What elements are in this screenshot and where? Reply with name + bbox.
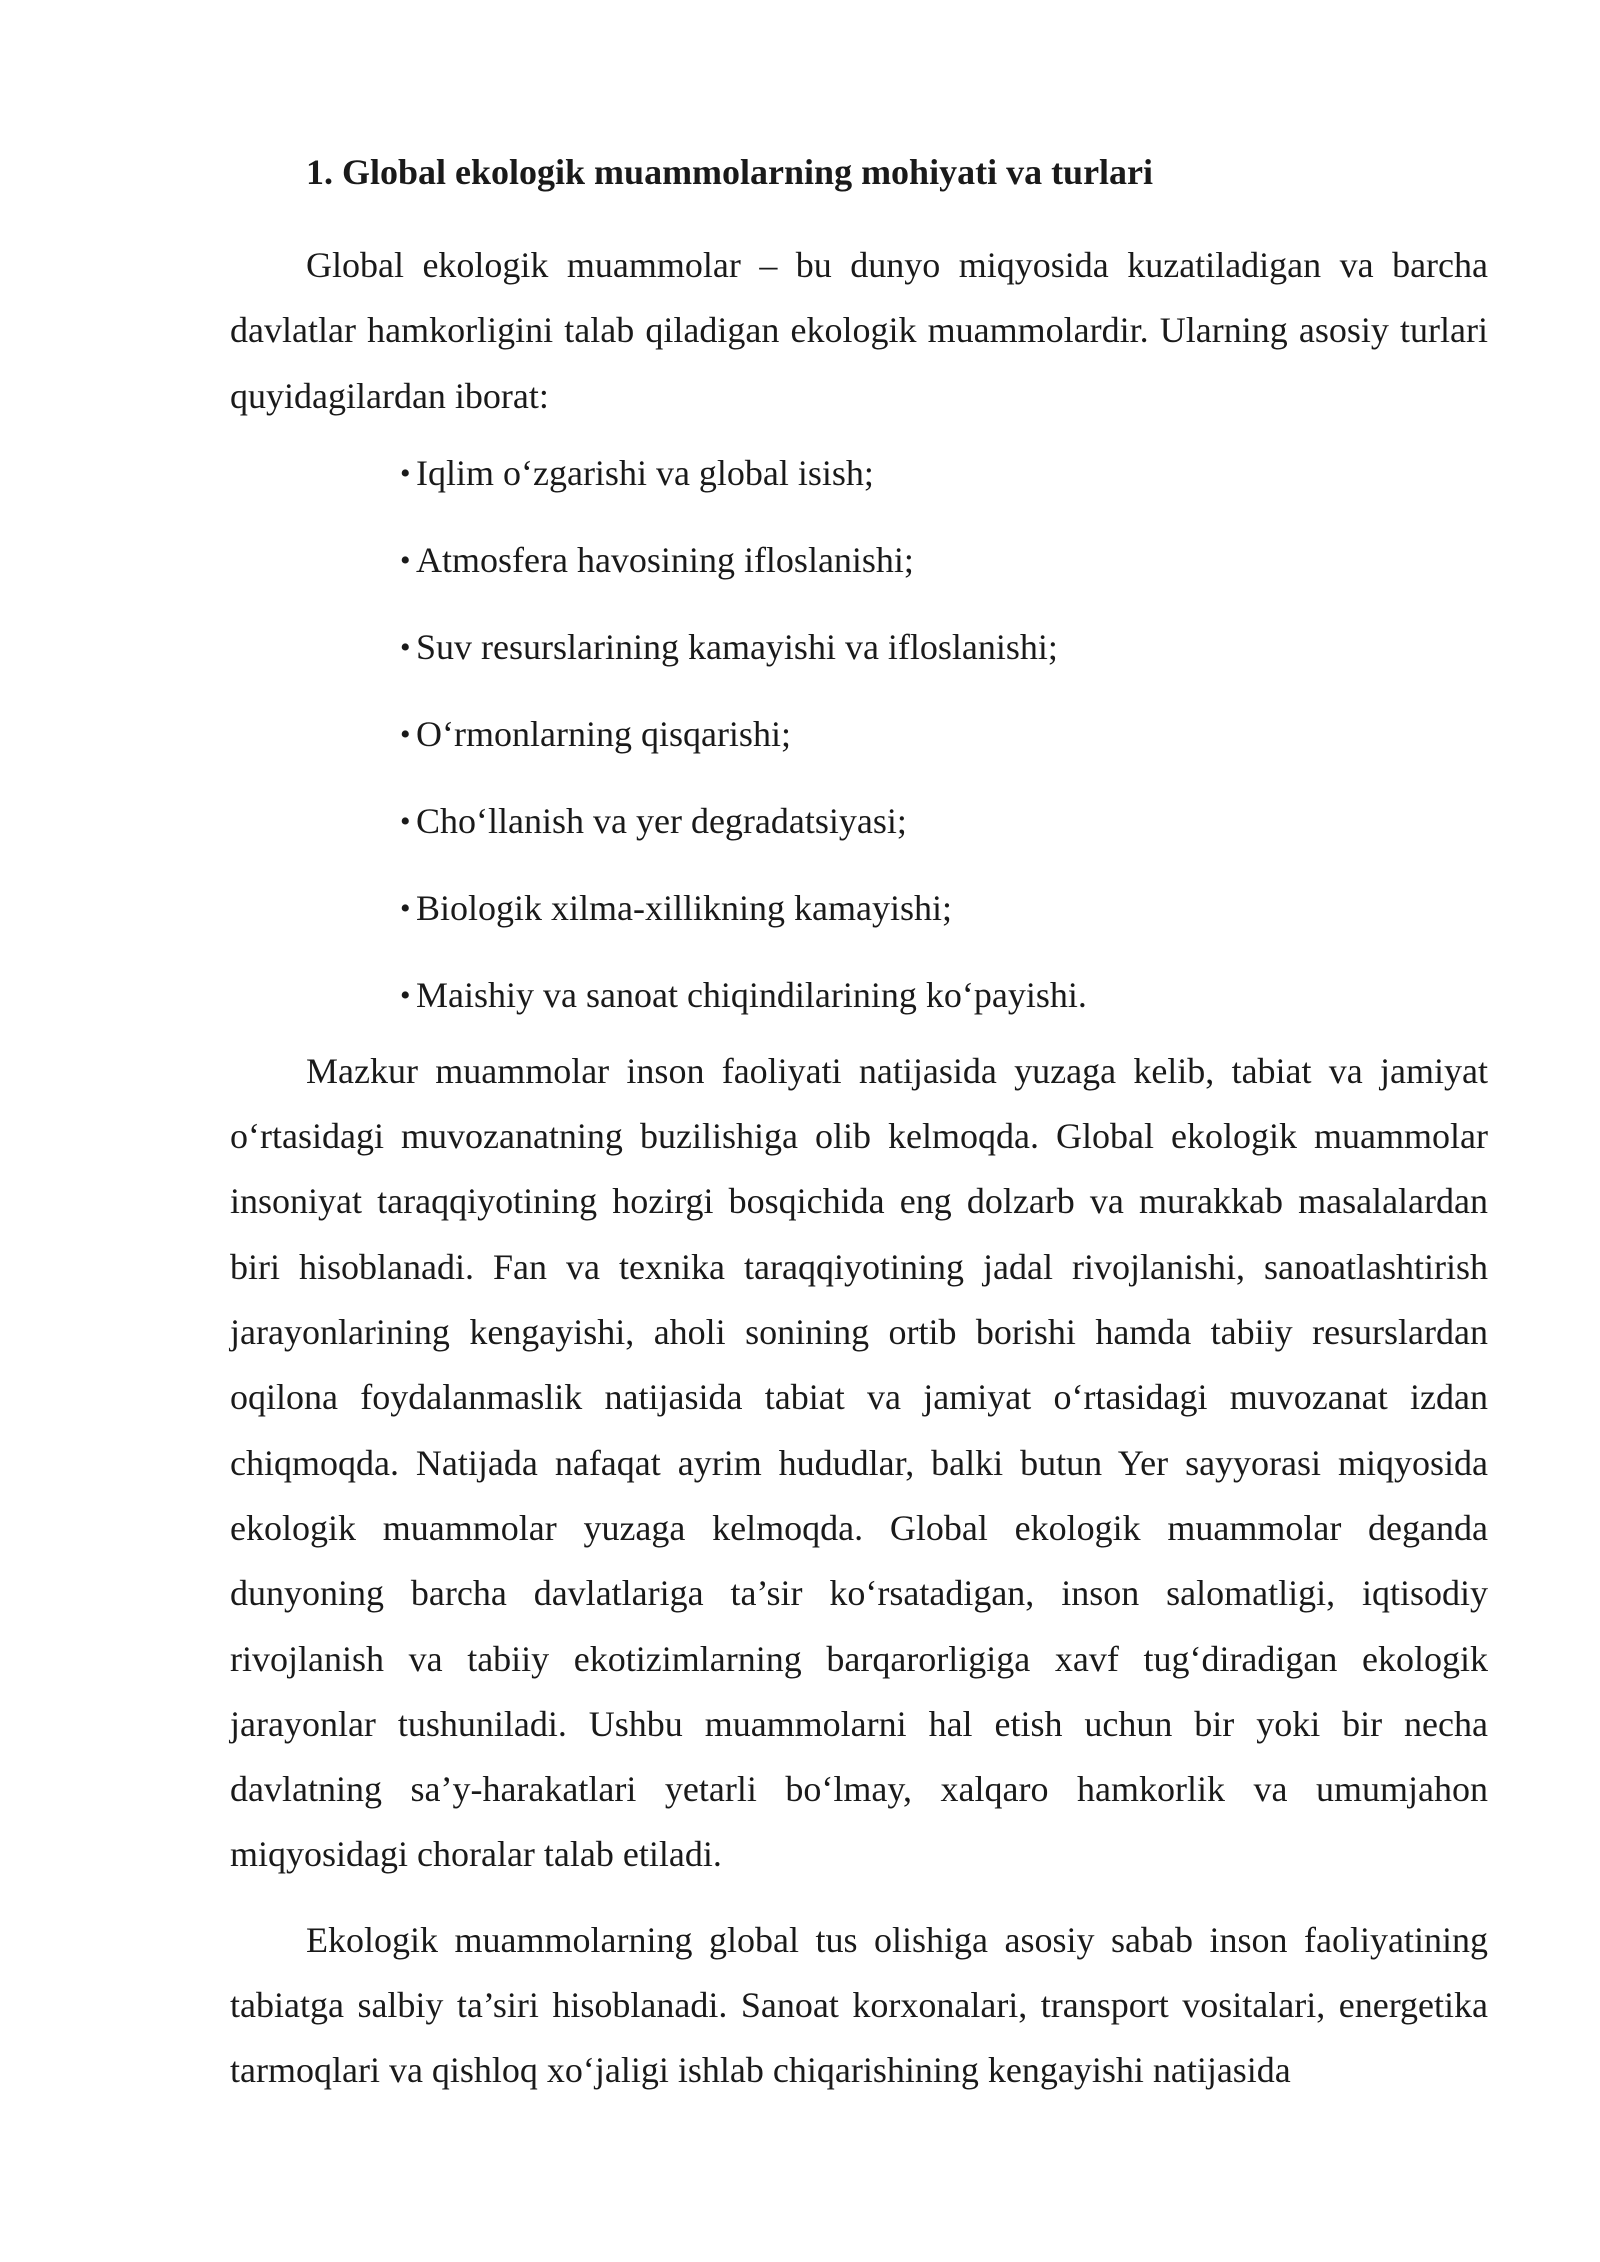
bullet-icon: • xyxy=(400,456,411,490)
list-item xyxy=(400,536,1488,623)
list-item-text: Suv resurslarining kamayishi va ifloslanishi; xyxy=(416,626,1058,667)
body-paragraph-causes: Ekologik muammolarning global tus olishiga asosiy sabab inson faoliyatining tabiatga salbiy ta’siri hisoblanadi. Sanoat korxonalari, transport vositalari, energetika tarmoqlari va qishloq xo‘jaligi ishlab chiqarishining kengayishi natijasida xyxy=(230,1919,1488,2091)
list-item-text: Biologik xilma-xillikning kamayishi; xyxy=(416,887,952,928)
bullet-icon: • xyxy=(400,978,411,1012)
problem-types-list xyxy=(230,449,1488,1019)
section-heading: 1. Global ekologik muammolarning mohiyati va turlari xyxy=(306,152,1154,192)
bullet-icon: • xyxy=(400,543,411,577)
list-item-text: Atmosfera havosining ifloslanishi; xyxy=(416,539,914,580)
list-item-text: Cho‘llanish va yer degradatsiyasi; xyxy=(416,800,907,841)
bullet-icon: • xyxy=(400,804,411,838)
list-item-text: O‘rmonlarning qisqarishi; xyxy=(416,713,791,754)
bullet-icon: • xyxy=(400,891,411,925)
document-page xyxy=(230,148,1488,2124)
list-item xyxy=(400,623,1488,710)
body-paragraph-consequences: Mazkur muammolar inson faoliyati natijasida yuzaga kelib, tabiat va jamiyat o‘rtasidagi muvozanatning buzilishiga olib kelmoqda. Global ekologik muammolar insoniyat taraqqiyotining hozirgi bosqichida eng dolzarb va murakkab masalalardan biri hisoblanadi. Fan va texnika taraqqiyotining jadal rivojlanishi, sanoatlashtirish jarayonlarining kengayishi, aholi sonining ortib borishi hamda tabiiy resurslardan oqilona foydalanmaslik natijasida tabiat va jamiyat o‘rtasidagi muvozanat izdan chiqmoqda. Natijada nafaqat ayrim hududlar, balki butun Yer sayyorasi miqyosida ekologik muammolar yuzaga kelmoqda. Global ekologik muammolar deganda dunyoning barcha davlatlariga ta’sir ko‘rsatadigan, inson salomatligi, iqtisodiy rivojlanish va tabiiy ekotizimlarning barqarorligiga xavf tug‘diradigan ekologik jarayonlar tushuniladi. Ushbu muammolarni hal etish uchun bir yoki bir necha davlatning sa’y-harakatlari yetarli bo‘lmay, xalqaro hamkorlik va umumjahon miqyosidagi choralar talab etiladi. xyxy=(230,1050,1488,1875)
list-item xyxy=(400,710,1488,797)
list-item xyxy=(400,449,1488,536)
list-item xyxy=(400,884,1488,971)
list-item xyxy=(400,971,1488,1019)
list-item-text: Maishiy va sanoat chiqindilarining ko‘payishi. xyxy=(416,974,1087,1015)
bullet-icon: • xyxy=(400,630,411,664)
list-item xyxy=(400,797,1488,884)
intro-paragraph: Global ekologik muammolar – bu dunyo miqyosida kuzatiladigan va barcha davlatlar hamkorligini talab qiladigan ekologik muammolardir. Ularning asosiy turlari quyidagilardan iborat: xyxy=(230,245,1488,416)
bullet-icon: • xyxy=(400,717,411,751)
list-item-text: Iqlim o‘zgarishi va global isish; xyxy=(416,452,874,493)
